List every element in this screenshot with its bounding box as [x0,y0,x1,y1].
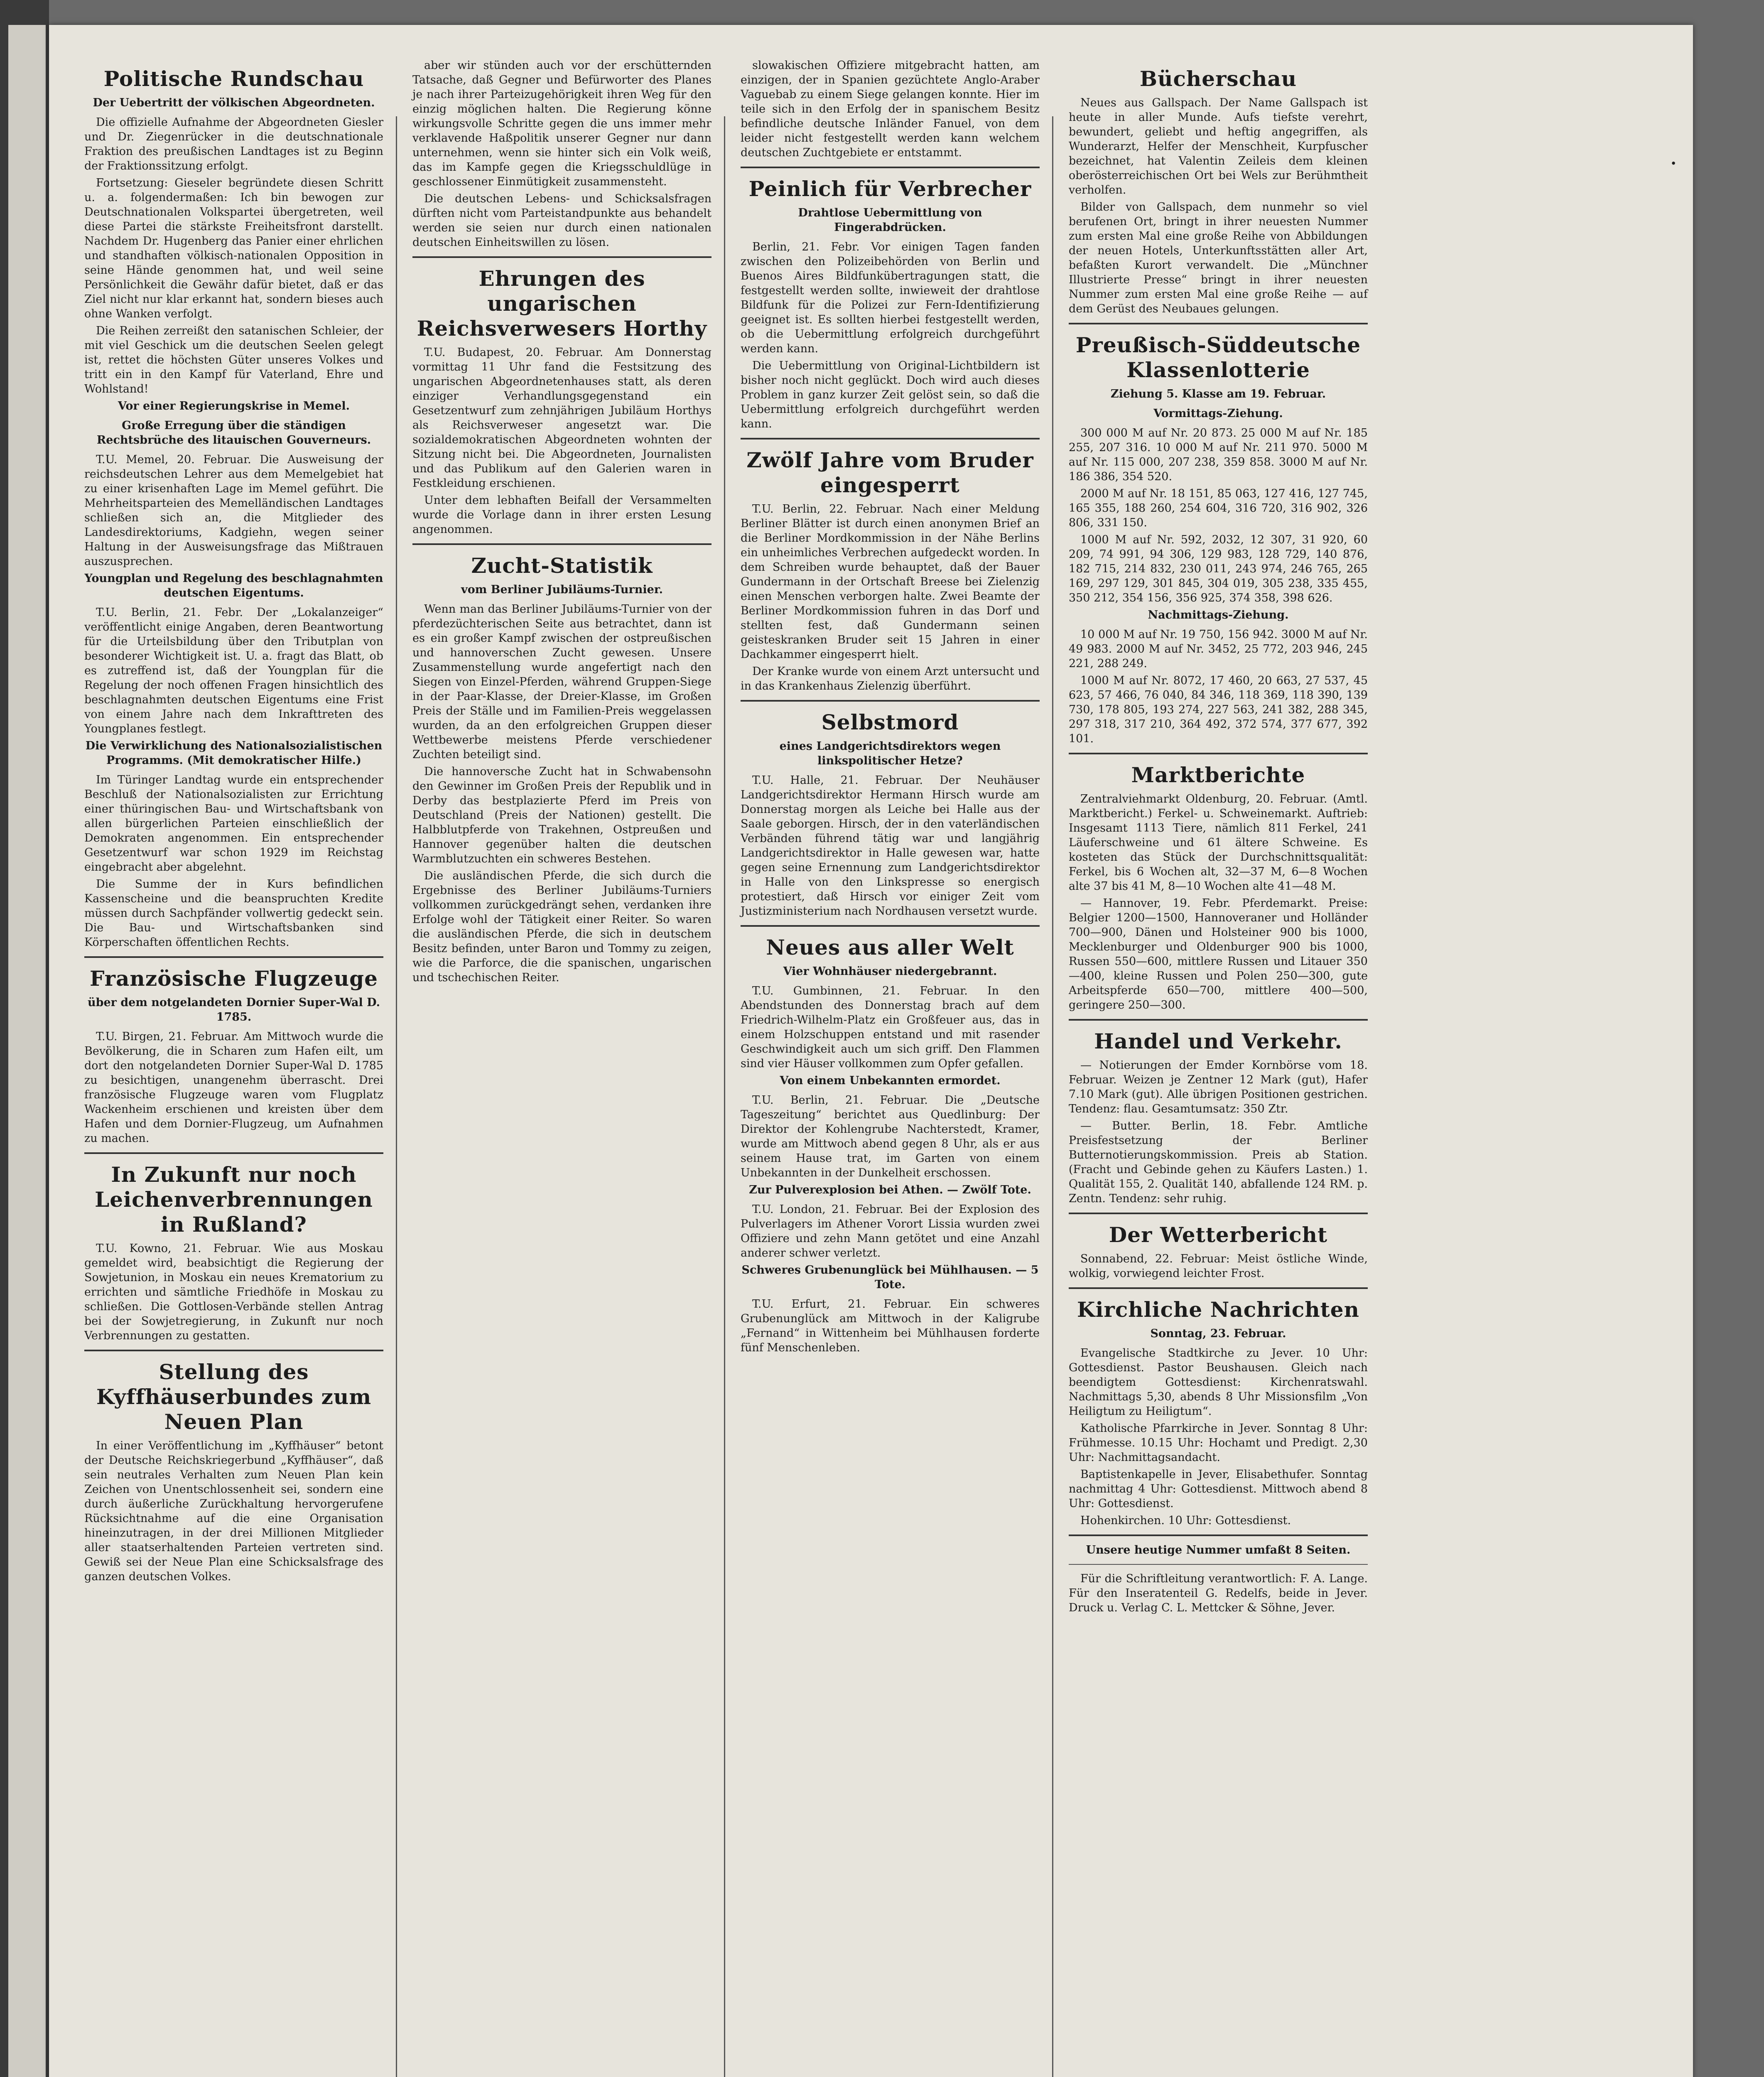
article-headline: Preußisch-Süddeutsche Klassenlotterie [1075,333,1361,382]
article-paragraph: 10 000 M auf Nr. 19 750, 156 942. 3000 M auf Nr. 49 983. 2000 M auf Nr. 3452, 25 772, 203 946, 245 221, 288 249. [1069,628,1368,670]
section-divider [1069,1019,1368,1021]
article-headline: Zwölf Jahre vom Bruder eingesperrt [746,448,1034,497]
article-headline: Zucht-Statistik [471,553,653,578]
article-subheading: Große Erregung über die ständigen Rechtsbrüche des litauischen Gouverneurs. [96,419,371,447]
article-headline: Politische Rundschau [103,66,364,91]
article-subheading: Vier Wohnhäuser niedergebrannt. [783,965,997,978]
article-subheading: Sonntag, 23. Februar. [1150,1327,1286,1340]
article-subheading: über dem notgelandeten Dornier Super-Wal D. 1785. [87,996,380,1024]
article-paragraph: slowakischen Offiziere mitgebracht hatten, am einzigen, der in Spanien gezüchtete Anglo-Araber Vaguebab zu einem Siege gelangen konnte. Hier im teile sich in den Erfolg der in spanischem Besitz befindliche deutsche Inländer Fanuel, von dem leider nicht festgestellt werden kann welchem deutschen Zuchtgebiete er entstammt. [741,59,1040,159]
article-subheading: Youngplan und Regelung des beschlagnahmten deutschen Eigentums. [84,572,383,599]
article-paragraph: Bilder von Gallspach, dem nunmehr so viel berufenen Ort, bringt in ihrer neuesten Nummer zum ersten Mal eine große Reihe von Abbildungen der neuen Hotels, Unterkunftsstätten aller Art, befaßten Kurort verwandelt. Die „Münchner Illustrierte Presse“ bringt in ihrer neuesten Nummer zum ersten Mal eine große Reihe — auf dem Gerüst des Neubaues gelungen. [1069,201,1368,315]
column-divider [724,116,725,2077]
article-headline: Selbstmord [821,710,959,734]
column-3 [741,58,1040,1358]
article-paragraph: T.U. Birgen, 21. Februar. Am Mittwoch wurde die Bevölkerung, die in Scharen zum Hafen eilt, um dort den notgelandeten Dornier Super-Wal D. 1785 zu besichtigen, unangenehm überrascht. Drei französische Flugzeuge waren vom Flugplatz Wackenheim erschienen und kreisten über dem Hafen und dem Dornier-Flugzeug, um Aufnahmen zu machen. [84,1030,383,1145]
article-paragraph: 1000 M auf Nr. 592, 2032, 12 307, 31 920, 60 209, 74 991, 94 306, 129 983, 128 729, 140 876, 182 715, 214 832, 230 011, 243 974, 246 765, 265 169, 297 129, 301 845, 304 019, 305 238, 335 455, 350 212, 354 156, 356 925, 374 358, 398 626. [1069,533,1368,604]
article-headline: Handel und Verkehr. [1094,1029,1342,1053]
article-paragraph: Die offizielle Aufnahme der Abgeordneten Giesler und Dr. Ziegenrücker in die deutschnationale Fraktion des preußischen Landtages ist zu Beginn der Fraktionssitzung erfolgt. [84,116,383,172]
section-divider [741,438,1040,439]
article-paragraph: 2000 M auf Nr. 18 151, 85 063, 127 416, 127 745, 165 355, 188 260, 254 604, 316 720, 316 902, 326 806, 331 150. [1069,487,1368,529]
section-divider [1069,1564,1368,1565]
article-paragraph: Die hannoversche Zucht hat in Schwabensohn den Gewinner im Großen Preis der Republik und in Derby das bestplazierte Pferd im Preis von Deutschland (Preis der Nationen) gestellt. Die Halbblutpferde von Trakehnen, Ostpreußen und Hannover gegenüber halten die deutschen Warmblutzuchten ein schweres Bestehen. [412,765,711,865]
section-divider [84,1152,383,1154]
article-paragraph: 1000 M auf Nr. 8072, 17 460, 20 663, 27 537, 45 623, 57 466, 76 040, 84 346, 118 369, 118 390, 139 730, 178 805, 193 274, 227 563, 241 382, 288 345, 297 318, 317 210, 364 492, 372 574, 377 677, 392 101. [1069,674,1368,745]
article-paragraph: T.U. Halle, 21. Februar. Der Neuhäuser Landgerichtsdirektor Hermann Hirsch wurde am Donnerstag morgen als Leiche bei Halle aus der Saale geborgen. Hirsch, der in den vaterländischen Verbänden führend tätig war und langjährig Landgerichtsdirektor in Halle gewesen war, hatte gegen seine Ernennung zum Landgerichtsdirektor in Halle von den Linkspresse so energisch protestiert, daß Hirsch vor einiger Zeit vom Justizministerium nach Nordhausen versetzt wurde. [741,774,1040,918]
section-divider [1069,1287,1368,1289]
section-divider [84,956,383,958]
article-paragraph: Wenn man das Berliner Jubiläums-Turnier von der pferdezüchterischen Seite aus betrachtet, dann ist es ein großer Kampf zwischen der ostpreußischen und hannoverschen Zucht gewesen. Unsere Zusammenstellung wurde angefertigt nach den Siegen von Einzel-Pferden, während Gruppen-Siege in der Paar-Klasse, der Dreier-Klasse, im Großen Preis der Ställe und im Familien-Preis weggelassen wurden, da an den erfolgreichen Gruppen dieser Wettbewerbe meistens Pferde verschiedener Zuchten beteiligt sind. [412,603,711,761]
article-paragraph: T.U. Budapest, 20. Februar. Am Donnerstag vormittag 11 Uhr fand die Festsitzung des ungarischen Abgeordnetenhauses statt, als deren einziger Verhandlungsgegenstand ein Gesetzentwurf zum zehnjährigen Jubiläum Horthys als Reichsverweser angesetzt war. Die sozialdemokratischen Abgeordneten wohnten der Sitzung nicht bei. Die Abgeordneten, Journalisten und das Publikum auf den Galerien waren in Festkleidung erschienen. [412,346,711,490]
section-divider [741,925,1040,927]
article-subheading: Vor einer Regierungskrise in Memel. [118,400,350,412]
article-paragraph: Neues aus Gallspach. Der Name Gallspach ist heute in aller Munde. Aufs tiefste verehrt, bewundert, geliebt und heftig angegriffen, als Wunderarzt, Helfer der Menschheit, Kurpfuscher bezeichnet, hat Valentin Zeileis dem kleinen oberösterreichischen Ort bei Wels zur Berühmtheit verholfen. [1069,96,1368,196]
article-paragraph: Sonnabend, 22. Februar: Meist östliche Winde, wolkig, vorwiegend leichter Frost. [1069,1252,1368,1280]
article-subheading: Vormittags-Ziehung. [1153,407,1283,420]
column-divider [396,116,397,2077]
article-headline: Ehrungen des ungarischen Reichsverwesers Horthy [417,266,707,341]
article-paragraph: T.U. Berlin, 22. Februar. Nach einer Meldung Berliner Blätter ist durch einen anonymen Brief an die Berliner Mordkommission in der Nähe Berlins ein unheimliches Verbrechen aufgedeckt worden. In dem Schreiben wurde behauptet, daß der Bauer Gundermann in der Ortschaft Breese bei Zielenzig einen Menschen verborgen halte. Zwei Beamte der Berliner Mordkommission fuhren in das Dorf und stellten fest, daß Gundermann seinen geisteskranken Bruder seit 15 Jahren in einer Dachkammer eingesperrt hielt. [741,503,1040,661]
article-paragraph: T.U. Erfurt, 21. Februar. Ein schweres Grubenunglück am Mittwoch in der Kaligrube „Fernand“ in Wittenheim bei Mühlhausen forderte fünf Menschenleben. [741,1298,1040,1354]
section-divider [1069,753,1368,754]
article-subheading: vom Berliner Jubiläums-Turnier. [461,583,663,596]
article-subheading: Die Verwirklichung des Nationalsozialistischen Programms. (Mit demokratischer Hilfe.) [85,739,383,767]
article-paragraph: 300 000 M auf Nr. 20 873. 25 000 M auf Nr. 185 255, 207 316. 10 000 M auf Nr. 211 970. 5000 M auf Nr. 115 000, 207 238, 359 858. 3000 M auf Nr. 186 386, 354 520. [1069,427,1368,483]
newspaper-page [49,25,1693,2077]
article-headline: Bücherschau [1139,66,1297,91]
article-paragraph: Die Summe der in Kurs befindlichen Kassenscheine und die beanspruchten Kredite müssen durch Sachpfänder vollwertig gedeckt sein. Die Bau- und Wirtschaftsbanken sind Körperschaften öffentlichen Rechts. [84,878,383,949]
article-headline: Stellung des Kyffhäuserbundes zum Neuen Plan [96,1360,372,1434]
article-paragraph: Katholische Pfarrkirche in Jever. Sonntag 8 Uhr: Frühmesse. 10.15 Uhr: Hochamt und Predigt. 2,30 Uhr: Nachmittagsandacht. [1069,1422,1368,1464]
article-paragraph: Für die Schriftleitung verantwortlich: F. A. Lange. Für den Inseratenteil G. Redelfs, beide in Jever. Druck u. Verlag C. L. Mettcker & Söhne, Jever. [1069,1572,1368,1614]
article-headline: Französische Flugzeuge [90,966,378,991]
article-headline: Neues aus aller Welt [766,935,1014,960]
article-subheading: Von einem Unbekannten ermordet. [780,1074,1001,1087]
article-paragraph: In einer Veröffentlichung im „Kyffhäuser“ betont der Deutsche Reichskriegerbund „Kyffhäuser“, daß sein neutrales Verhalten zum Neuen Plan kein Zeichen von Unentschlossenheit sei, sondern eine durch äußerliche Zurückhaltung hervorgerufene Rücksichtnahme auf die eine Organisation hineinzutragen, in der drei Millionen Mitglieder aller staatserhaltenden Parteien vertreten sind. Gewiß sei der Neue Plan eine Schicksalsfrage des ganzen deutschen Volkes. [84,1439,383,1583]
article-paragraph: Der Kranke wurde von einem Arzt untersucht und in das Krankenhaus Zielenzig überführt. [741,665,1040,692]
column-divider [1052,116,1053,2077]
article-headline: Kirchliche Nachrichten [1077,1297,1359,1322]
article-paragraph: T.U. Berlin, 21. Februar. Die „Deutsche Tageszeitung“ berichtet aus Quedlinburg: Der Direktor der Kohlengrube Nachterstedt, Kramer, wurde am Mittwoch abend gegen 8 Uhr, als er aus seinem Hause trat, im Garten von einem Unbekannten in der Dunkelheit erschossen. [741,1094,1040,1179]
article-headline: In Zukunft nur noch Leichenverbrennungen in Rußland? [95,1162,373,1237]
article-subheading: Nachmittags-Ziehung. [1148,609,1289,621]
page-marker: · [1671,154,1676,173]
column-4 [1069,58,1368,1618]
article-paragraph: T.U. Gumbinnen, 21. Februar. In den Abendstunden des Donnerstag brach auf dem Friedrich-Wilhelm-Platz ein Großfeuer aus, das in einem Holzschuppen entstand und mit rasender Geschwindigkeit auch um sich griff. Den Flammen sind vier Häuser vollkommen zum Opfer gefallen. [741,984,1040,1070]
article-paragraph: Evangelische Stadtkirche zu Jever. 10 Uhr: Gottesdienst. Pastor Beushausen. Gleich nach beendigtem Gottesdienst: Kirchenratswahl. Nachmittags 5,30, abends 8 Uhr Missionsfilm „Von Heiligtum zu Heiligtum“. [1069,1347,1368,1418]
article-headline: Peinlich für Verbrecher [748,177,1032,201]
column-2 [412,58,711,987]
article-paragraph: T.U. London, 21. Februar. Bei der Explosion des Pulverlagers im Athener Vorort Lissia wurden zwei Offiziere und zehn Mann getötet und eine Anzahl anderer schwer verletzt. [741,1203,1040,1259]
article-paragraph: Die deutschen Lebens- und Schicksalsfragen dürften nicht vom Parteistandpunkte aus behandelt werden sie seien nur durch einen nationalen deutschen Einheitswillen zu lösen. [412,192,711,249]
article-paragraph: aber wir stünden auch vor der erschütternden Tatsache, daß Gegner und Befürworter des Planes je nach ihrer Parteizugehörigkeit ihren Weg für den einzig möglichen halten. Die Regierung könne wirkungsvolle Schritte gegen die uns immer mehr verklavende Haßpolitik unserer Gegner nur dann unternehmen, wenn sie hinter sich ein Volk weiß, das im Kampfe gegen die Kriegsschuldlüge in geschlossener Einmütigkeit zusammensteht. [412,59,711,188]
article-paragraph: Die Reihen zerreißt den satanischen Schleier, der mit viel Geschick um die deutschen Seelen gelegt ist, rettet die höchsten Güter unseres Volkes und tritt ein in den Kampf für Vaterland, Ehre und Wohlstand! [84,324,383,395]
article-paragraph: Baptistenkapelle in Jever, Elisabethufer. Sonntag nachmittag 4 Uhr: Gottesdienst. Mittwoch abend 8 Uhr: Gottesdienst. [1069,1468,1368,1510]
article-paragraph: Unter dem lebhaften Beifall der Versammelten wurde die Vorlage dann in ihrer ersten Lesung angenommen. [412,494,711,536]
article-subheading: Ziehung 5. Klasse am 19. Februar. [1110,388,1326,400]
section-divider [741,700,1040,702]
article-headline: Der Wetterbericht [1109,1223,1328,1247]
section-divider [412,256,711,258]
article-paragraph: Die ausländischen Pferde, die sich durch die Ergebnisse des Berliner Jubiläums-Turniers vollkommen zurückgedrängt sehen, verdanken ihre Erfolge wohl der Tätigkeit einer Reiter. So waren die ausländischen Pferde, die sich in deutschem Besitz befinden, unter Baron und Tommy zu zeigen, wie die Parforce, die die spanischen, ungarischen und tschechischen Reiter. [412,869,711,984]
article-paragraph: Berlin, 21. Febr. Vor einigen Tagen fanden zwischen den Polizeibehörden von Berlin und Buenos Aires Bildfunkübertragungen statt, die festgestellt werden sollte, inwieweit der drahtlose Bildfunk für die Polizei zur Fern-Identifizierung geeignet ist. Es sollten hierbei festgestellt werden, ob die Uebermittlung erfolgreich durchgeführt werden kann. [741,241,1040,355]
section-divider [1069,323,1368,324]
article-paragraph: T.U. Memel, 20. Februar. Die Ausweisung der reichsdeutschen Lehrer aus dem Memelgebiet hat zu einer krisenhaften Lage im Memel geführt. Die Mehrheitsparteien des Memelländischen Landtages schließen sich an, die Mitglieder des Landesdirektoriums, Kadgiehn, wegen seiner Haltung in der Ausweisungsfrage das Mißtrauen auszusprechen. [84,453,383,568]
article-subheading: Der Uebertritt der völkischen Abgeordneten. [93,96,375,109]
article-paragraph: Zentralviehmarkt Oldenburg, 20. Februar. (Amtl. Marktbericht.) Ferkel- u. Schweinemarkt. Auftrieb: Insgesamt 1113 Tiere, nämlich 811 Ferkel, 241 Läuferschweine und 61 ältere Schweine. Es kosteten das Stück der Durchschnittsqualität: Ferkel, bis 6 Wochen alt, 32—37 M, 6—8 Wochen alte 37 bis 41 M, 8—10 Wochen alte 41—48 M. [1069,793,1368,893]
article-subheading: Schweres Grubenunglück bei Mühlhausen. — 5 Tote. [741,1264,1039,1291]
section-divider [412,543,711,545]
article-paragraph: — Notierungen der Emder Kornbörse vom 18. Februar. Weizen je Zentner 12 Mark (gut), Hafer 7.10 Mark (gut). Alle übrigen Positionen gestrichen. Tendenz: flau. Gesamtumsatz: 350 Ztr. [1069,1059,1368,1115]
article-paragraph: Hohenkirchen. 10 Uhr: Gottesdienst. [1080,1514,1291,1527]
article-subheading: Unsere heutige Nummer umfaßt 8 Seiten. [1086,1544,1351,1557]
article-paragraph: Die Uebermittlung von Original-Lichtbildern ist bisher noch nicht geglückt. Doch wird auch dieses Problem in ganz kurzer Zeit gelöst sein, so daß die Uebermittlung erfolgreich durchgeführt werden kann. [741,359,1040,430]
article-subheading: Drahtlose Uebermittlung von Fingerabdrücken. [798,206,982,234]
section-divider [1069,1213,1368,1214]
scan-left-edge [0,0,49,2077]
article-subheading: eines Landgerichtsdirektors wegen linkspolitischer Hetze? [779,740,1001,767]
article-paragraph: — Butter. Berlin, 18. Febr. Amtliche Preisfestsetzung der Berliner Butternotierungskommission. Preis ab Station. (Fracht und Gebinde gehen zu Käufers Lasten.) 1. Qualität 155, 2. Qualität 140, abfallende 124 RM. p. Zentn. Tendenz: sehr ruhig. [1069,1120,1368,1205]
section-divider [741,167,1040,168]
article-headline: Marktberichte [1131,763,1305,787]
column-1 [84,58,383,1586]
article-paragraph: Im Türinger Landtag wurde ein entsprechender Beschluß der Nationalsozialisten zur Errichtung einer thüringischen Bau- und Wirtschaftsbank von allen bürgerlichen Parteien einschließlich der Demokraten angenommen. Ein entsprechender Gesetzentwurf war schon 1929 im Reichstag eingebracht aber abgelehnt. [84,773,383,874]
article-paragraph: T.U. Berlin, 21. Febr. Der „Lokalanzeiger“ veröffentlicht einige Angaben, deren Beantwortung für die Urteilsbildung über den Tributplan von besonderer Wichtigkeit ist. U. a. fragt das Blatt, ob es zutreffend ist, daß der Youngplan für die Regelung der noch offenen Fragen hinsichtlich des beschlagnahmten deutschen Eigentums eine Frist von einem Jahre nach dem Inkrafttreten des Youngplanes festlegt. [84,606,383,735]
article-paragraph: Fortsetzung: Gieseler begründete diesen Schritt u. a. folgendermaßen: Ich bin bewogen zur Deutschnationalen Volkspartei übergetreten, weil diese Partei die stärkste Freiheitsfront darstellt. Nachdem Dr. Hugenberg das Panier einer ehrlichen und standhaften völkisch-nationalen Opposition in seine Hände genommen hat, und weil seine Persönlichkeit die Gewähr dafür bietet, daß er das Ziel nicht nur klar erkannt hat, sondern bieses auch ohne Wanken verfolgt. [84,177,383,320]
section-divider [1069,1534,1368,1536]
article-subheading: Zur Pulverexplosion bei Athen. — Zwölf Tote. [749,1183,1031,1196]
article-paragraph: — Hannover, 19. Febr. Pferdemarkt. Preise: Belgier 1200—1500, Hannoveraner und Holländer 700—900, Dänen und Holsteiner 900 bis 1000, Mecklenburger und Oldenburger 900 bis 1000, Russen 550—600, mittlere Russen und Litauer 350—400, kleine Russen und Polen 250—300, gute Arbeitspferde 650—700, mittlere 400—500, geringere 250—300. [1069,897,1368,1011]
article-paragraph: T.U. Kowno, 21. Februar. Wie aus Moskau gemeldet wird, beabsichtigt die Regierung der Sowjetunion, in Moskau ein neues Krematorium zu errichten und sämtliche Friedhöfe in Moskau zu schließen. Die Gottlosen-Verbände stellen Antrag bei der Sowjetregierung, in Zukunft nur noch Verbrennungen zu gestatten. [84,1242,383,1342]
section-divider [84,1350,383,1351]
previous-page-edge [8,25,46,2077]
